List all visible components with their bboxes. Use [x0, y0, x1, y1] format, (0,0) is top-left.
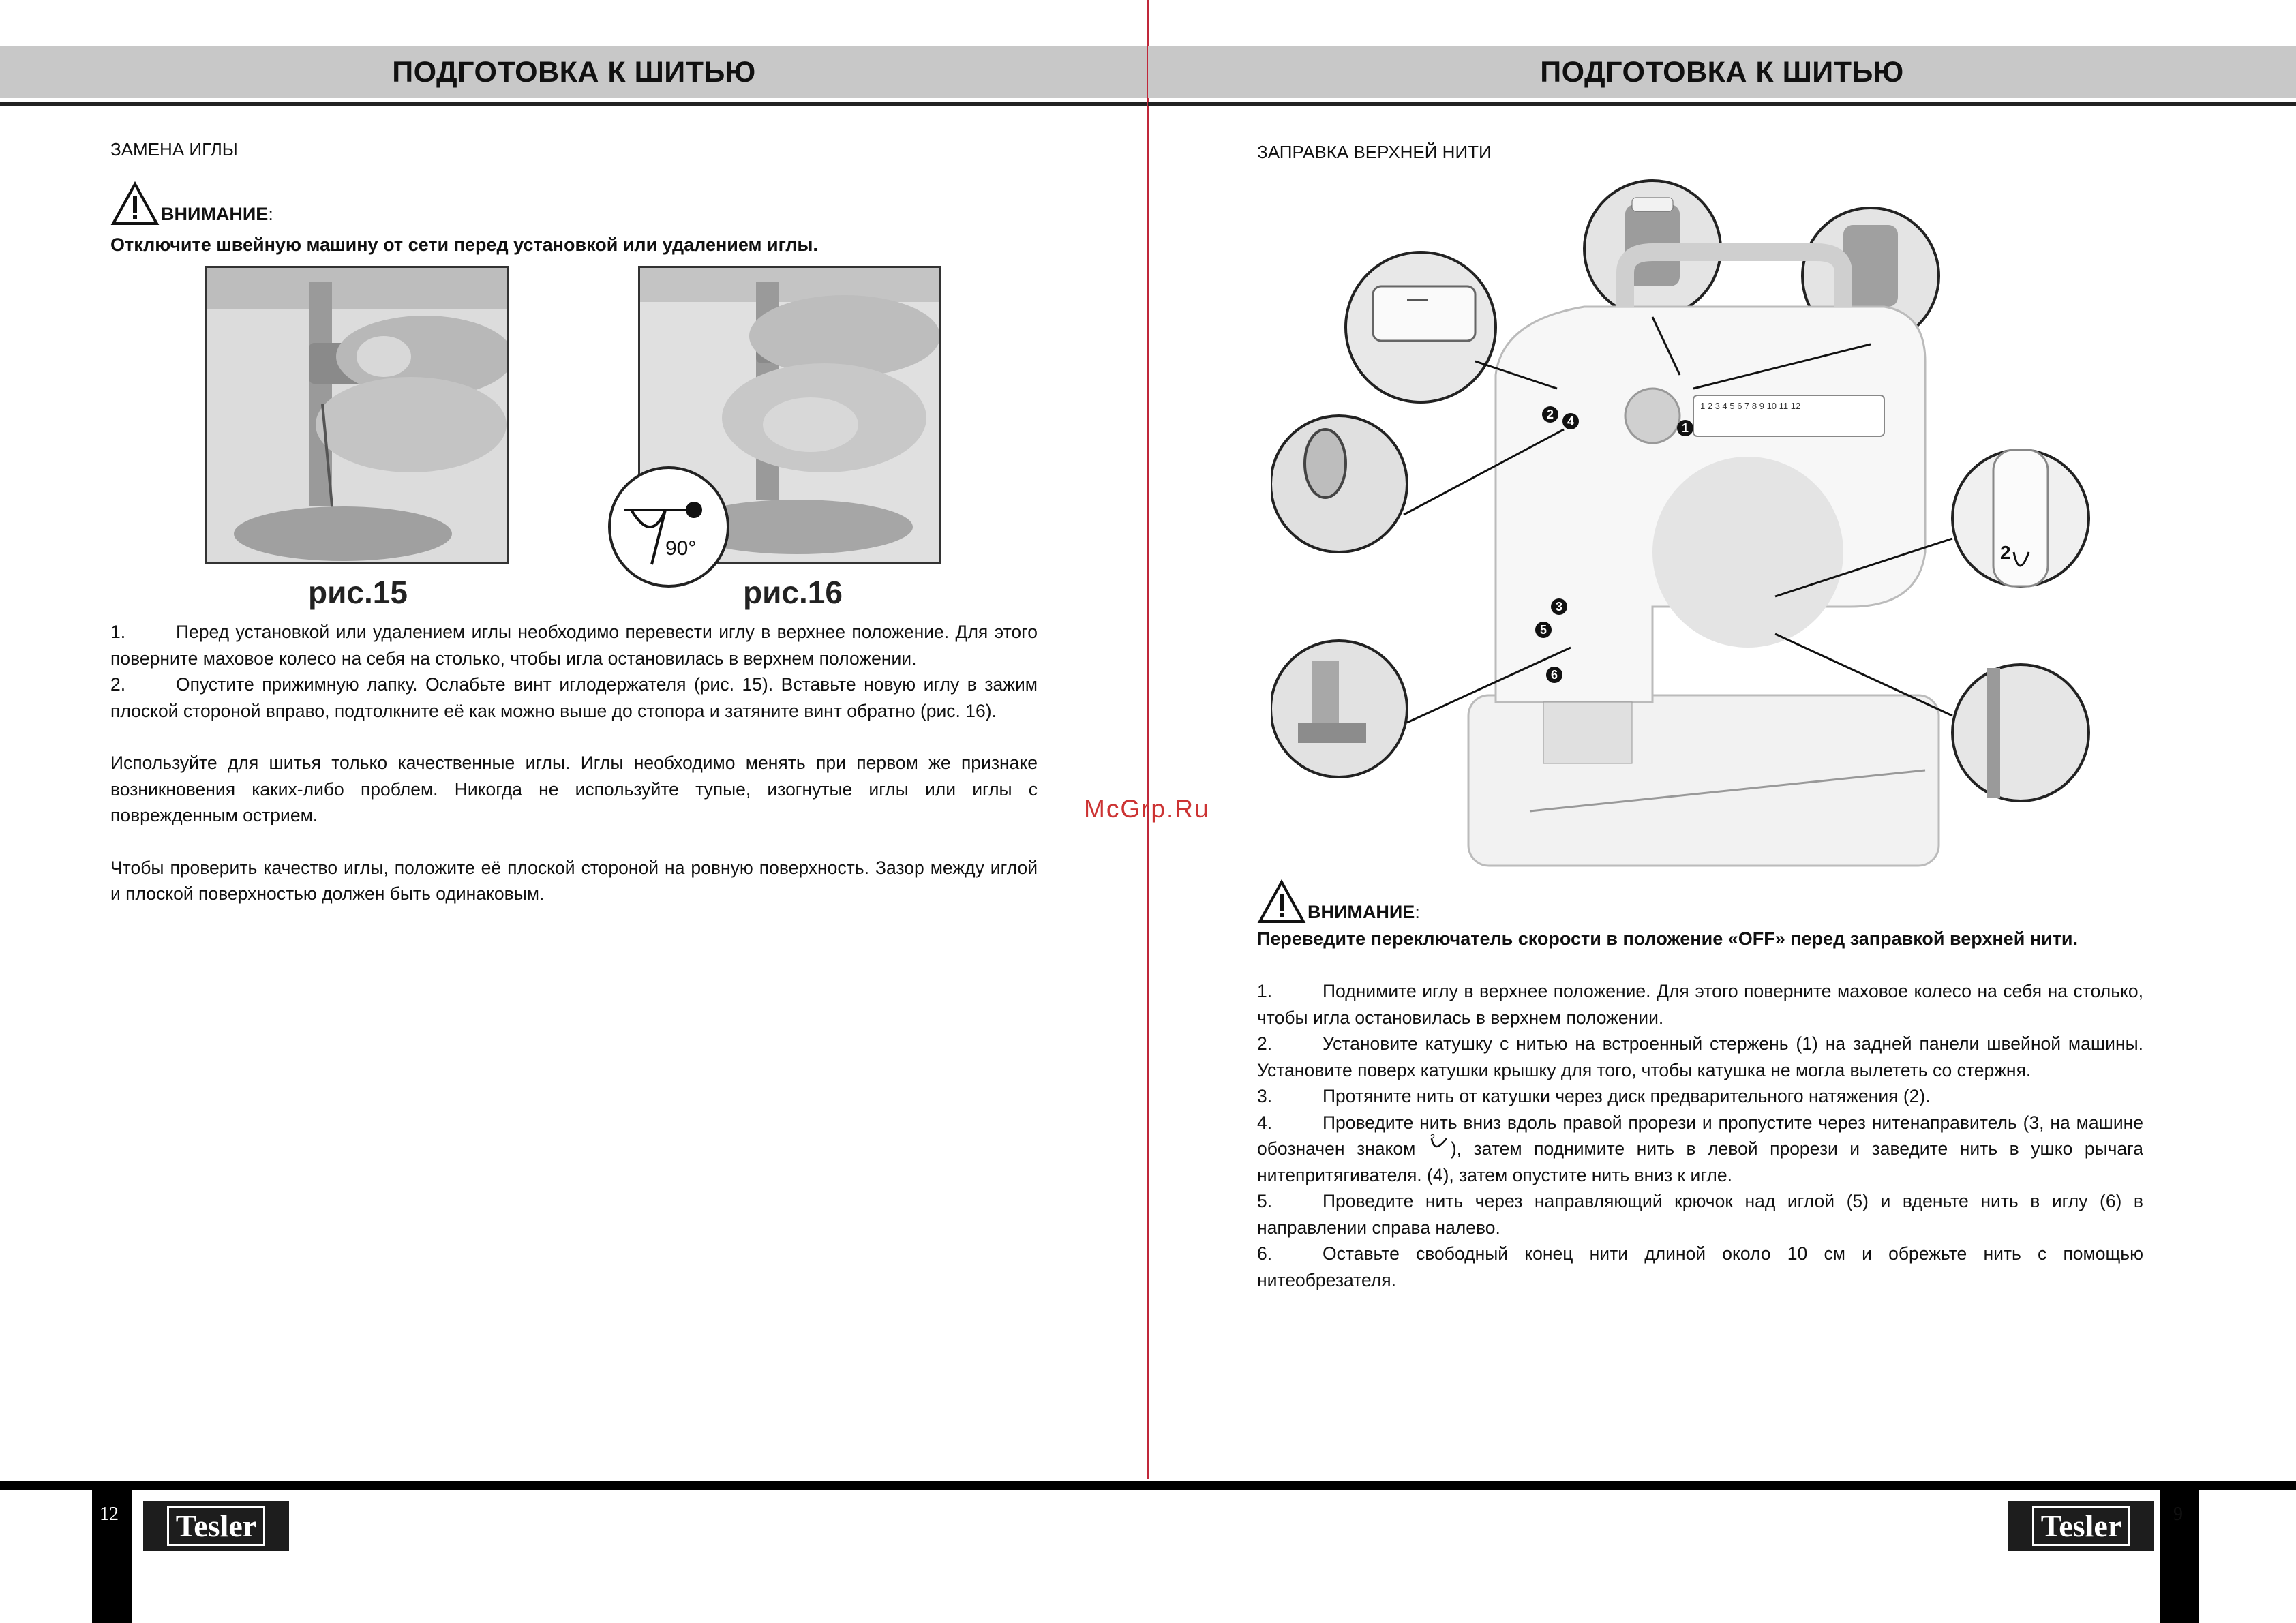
header-rule	[0, 102, 1148, 106]
svg-text:5: 5	[1539, 623, 1547, 637]
warning-heading	[1257, 879, 1420, 924]
figure-needle-loosen-photo	[205, 266, 509, 564]
warning-title: ВНИМАНИЕ	[161, 204, 269, 224]
tesler-logo: Tesler	[143, 1501, 289, 1551]
step-2: 2. Установите катушку с нитью на встроенный стержень (1) на задней панели швейной машины. Установите поверх катушки крышку для того, чтобы катушка не могла вылететь со стержня.	[1257, 1033, 2143, 1080]
needle-check-paragraph: Чтобы проверить качество иглы, положите её плоской стороной на ровную поверхность. Зазор между иглой и плоской поверхностью должен быть одинаковым.	[110, 857, 1038, 904]
figure-16-caption: рис.16	[743, 575, 843, 610]
step-5: 5. Проведите нить через направляющий крючок над иглой (5) и вденьте нить в иглу (6) в направлении справа налево.	[1257, 1191, 2143, 1238]
svg-text:1: 1	[1681, 421, 1689, 435]
needle-quality-paragraph: Используйте для шитья только качественные иглы. Иглы необходимо менять при первом же признаке возникновения каких-либо проблем. Никогда не используйте тупые, изогнутые иглы или иглы с поврежденным острием.	[110, 753, 1038, 825]
step-1: 1. Перед установкой или удалением иглы необходимо перевести иглу в верхнее положение. Для этого поверните маховое колесо на себя на столько, чтобы игла остановилась в верхнем положении.	[110, 622, 1038, 669]
svg-text:2: 2	[1546, 408, 1554, 421]
warning-colon: :	[1415, 902, 1420, 922]
svg-text:4: 4	[1567, 414, 1575, 428]
hand-needle-image	[207, 268, 507, 562]
page-number: 12	[100, 1504, 119, 1525]
svg-text:6: 6	[1550, 668, 1558, 682]
angle-label: 90°	[665, 537, 697, 560]
detail-circle-needle-eye	[1952, 665, 2089, 801]
page-number: 9	[2173, 1504, 2183, 1525]
needle-angle-icon	[611, 469, 727, 585]
warning-colon: :	[268, 204, 273, 224]
svg-text:3: 3	[1555, 600, 1563, 613]
detail-circle-guide-symbol	[1952, 450, 2089, 586]
step-2: 2. Опустите прижимную лапку. Ослабьте винт иглодержателя (рис. 15). Вставьте новую иглу в зажим плоской стороной вправо, подтолкните её как можно выше до стопора и затяните винт обратно (рис. 16).	[110, 674, 1038, 721]
step-4: 4. Проведите нить вниз вдоль правой прорези и пропустите через нитенаправитель (3, на машине обозначен знаком 2 ), затем поднимите нить в левой прорези и заведите нить в ушко рычага нитепритягивателя. (4), затем опустите нить вниз к игле.	[1257, 1112, 2143, 1185]
angle-inset-circle	[608, 466, 729, 588]
warning-triangle-icon	[110, 181, 160, 226]
warning-text: Переведите переключатель скорости в положение «OFF» перед заправкой верхней нити.	[1257, 928, 2079, 949]
warning-text: Отключите швейную машину от сети перед установкой или удалением иглы.	[110, 234, 818, 255]
detail-circle-take-up	[1271, 416, 1407, 552]
page-header: ПОДГОТОВКА К ШИТЬЮ	[0, 46, 1148, 98]
detail-circle-tension	[1346, 252, 1496, 402]
threading-steps	[1257, 978, 2143, 1293]
svg-text:2: 2	[2000, 542, 2011, 563]
header-rule	[1148, 102, 2296, 106]
footer-bar	[0, 1481, 1148, 1490]
step-1: 1. Поднимите иглу в верхнее положение. Для этого поверните маховое колесо на себя на столько, чтобы игла остановилась в верхнем положении.	[1257, 981, 2143, 1028]
figure-15-caption: рис.15	[308, 575, 408, 610]
section-title: ЗАПРАВКА ВЕРХНЕЙ НИТИ	[1257, 142, 1492, 162]
threading-diagram	[1271, 170, 2225, 893]
watermark: McGrp.Ru	[1084, 795, 1210, 823]
section-title: ЗАМЕНА ИГЛЫ	[110, 139, 238, 160]
right-page	[1148, 0, 2296, 1623]
detail-circle-presser-foot	[1271, 641, 1407, 777]
tesler-logo: Tesler	[2008, 1501, 2154, 1551]
warning-triangle-icon	[1257, 879, 1306, 924]
stitch-numbers: 1 2 3 4 5 6 7 8 9 10 11 12	[1700, 401, 1801, 411]
step-6: 6. Оставьте свободный конец нити длиной около 10 см и обрежьте нить с помощью нитеобрезателя.	[1257, 1243, 2143, 1290]
instructions-block	[110, 619, 1038, 907]
footer-bar	[1148, 1481, 2296, 1490]
warning-heading	[110, 181, 273, 226]
step-3: 3. Протяните нить от катушки через диск предварительного натяжения (2).	[1257, 1086, 1931, 1106]
thread-guide-symbol-icon: 2	[1428, 1136, 1451, 1156]
warning-title: ВНИМАНИЕ	[1308, 902, 1415, 922]
page-header: ПОДГОТОВКА К ШИТЬЮ	[1148, 46, 2296, 98]
